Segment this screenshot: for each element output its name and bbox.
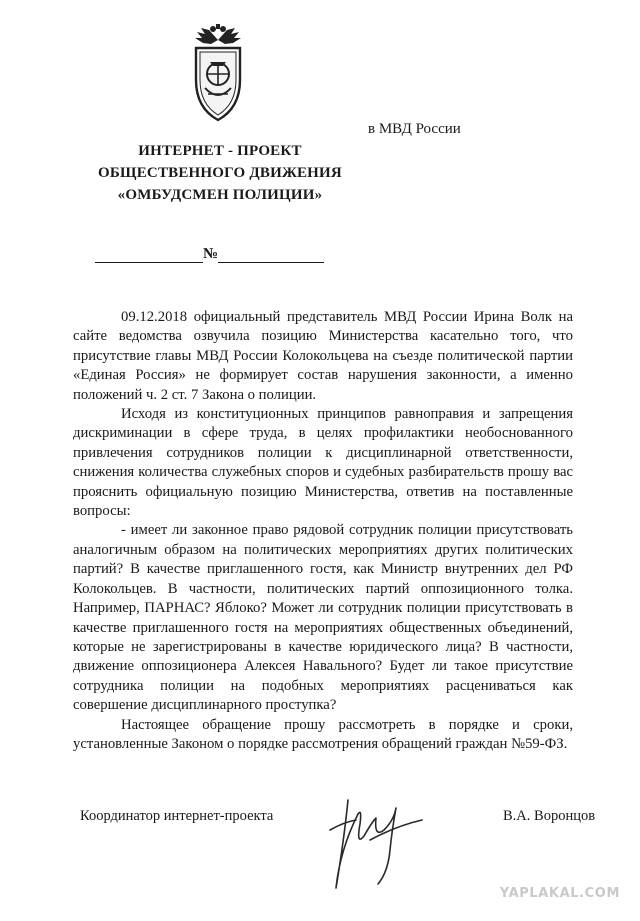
- addressee: в МВД России: [368, 121, 461, 137]
- number-sign: №: [203, 246, 219, 262]
- site-watermark: YAPLAKAL.COM: [499, 886, 620, 901]
- signatory-title: Координатор интернет-проекта: [80, 808, 274, 824]
- regnum-blank-number: [218, 262, 324, 263]
- letter-paragraph: 09.12.2018 официальный представитель МВД России Ирина Волк на сайте ведомства озвучила позицию Министерства касательно того, что присутствие главы МВД России Колокольцева на съезде политической партии «Единая Россия» не формирует состав нарушения законности, а именно положений ч. 2 ст. 7 Закона о полиции.: [73, 309, 573, 403]
- registration-number: [95, 246, 327, 268]
- org-line-1: ИНТЕРНЕТ - ПРОЕКТ: [138, 143, 302, 159]
- letter-body: [73, 308, 573, 754]
- handwritten-signature-icon: [300, 780, 430, 900]
- ministry-emblem-icon: [183, 22, 253, 130]
- signatory-name: В.А. Воронцов: [503, 808, 596, 824]
- organization-header: [80, 140, 360, 206]
- letter-paragraph: - имеет ли законное право рядовой сотрудник полиции присутствовать аналогичным образом на политических мероприятиях других политических партий? В качестве приглашенного гостя, как Министр внутренних дел РФ Колокольцев. В частности, политических партий оппозиционного толка. Например, ПАРНАС? Яблоко? Может ли сотрудник полиции присутствовать в качестве приглашенного гостя на мероприятиях общественных объединений, которые не зарегистрированы в качестве юридического лица? В частности, движение оппозиционера Алексея Навального? Будет ли такое присутствие сотрудника полиции на подобных мероприятиях расцениваться как совершение дисциплинарного проступка?: [73, 522, 573, 714]
- regnum-blank-date: [95, 262, 203, 263]
- org-line-2: ОБЩЕСТВЕННОГО ДВИЖЕНИЯ: [98, 165, 342, 181]
- org-line-3: «ОМБУДСМЕН ПОЛИЦИИ»: [117, 187, 323, 203]
- letter-paragraph: Исходя из конституционных принципов равноправия и запрещения дискриминации в сфере труда, в целях профилактики необоснованного привлечения сотрудников полиции к дисциплинарной ответственности, снижения количества служебных споров и судебных разбирательств прошу вас прояснить официальную позицию Министерства, ответив на поставленные вопросы:: [73, 406, 573, 520]
- letter-paragraph: Настоящее обращение прошу рассмотреть в порядке и сроки, установленные Законом о порядке рассмотрения обращений граждан №59-ФЗ.: [73, 716, 573, 752]
